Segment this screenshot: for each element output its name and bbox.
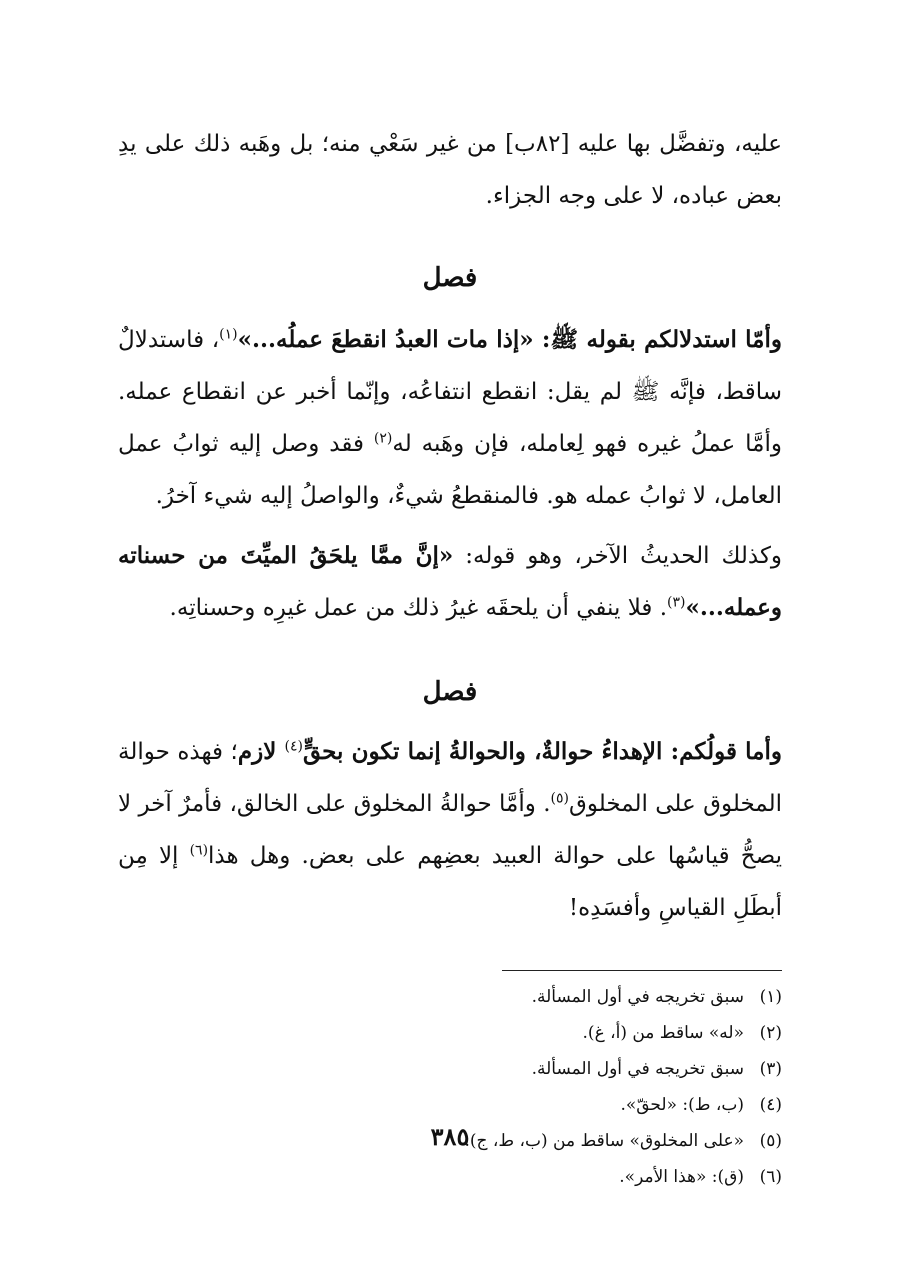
footnote-ref-6[interactable]: (٦) bbox=[189, 842, 209, 859]
footnote-item bbox=[118, 1015, 782, 1051]
footnote-ref-5[interactable]: (٥) bbox=[550, 790, 569, 807]
footnote-item bbox=[118, 1159, 782, 1195]
paragraph-text: إلا مِن أبطَلِ القياسِ وأفسَدِه! bbox=[118, 843, 782, 921]
footnote-ref-3[interactable]: (٣) bbox=[667, 594, 686, 611]
paragraph-text: . وأمَّا حوالةُ المخلوق على الخالق، فأمرٌ آخر لا يصحُّ قياسُها على حوالة العبيد بعضِهم على بعض. وهل هذا bbox=[118, 791, 782, 869]
footnote-text: «على المخلوق» ساقط من (ب، ط، ج). bbox=[464, 1131, 744, 1151]
footnote-ref-4[interactable]: (٤) bbox=[284, 738, 303, 755]
footnote-number: (٥) bbox=[759, 1131, 782, 1151]
paragraph-text: عليه، وتفضَّل بها عليه [٨٢ب] من غير سَعْي منه؛ بل وهَبه ذلك على يدِ بعض عباده، لا على وجه الجزاء. bbox=[118, 131, 782, 209]
footnote-number: (٦) bbox=[759, 1167, 782, 1187]
hadith-quote: «إذا مات العبدُ انقطعَ عملُه...» bbox=[237, 326, 534, 353]
footnotes-list bbox=[118, 979, 782, 1195]
hadith-quote: «إنَّ ممَّا يلحَقُ الميِّتَ من حسناته وعمله...» bbox=[118, 542, 782, 621]
footnote-text: سبق تخريجه في أول المسألة. bbox=[531, 987, 744, 1007]
footnote-number: (٤) bbox=[759, 1095, 782, 1115]
section-heading-2: فصل bbox=[422, 677, 478, 707]
footnote-item bbox=[118, 1087, 782, 1123]
footnote-text: (ب، ط): «لحقّ». bbox=[620, 1095, 744, 1115]
paragraph-lead-cont: لازم bbox=[237, 738, 285, 765]
footnote-number: (٢) bbox=[759, 1023, 782, 1043]
book-page bbox=[118, 118, 782, 1195]
footnote-ref-1[interactable]: (١) bbox=[219, 326, 238, 343]
footnote-ref-2[interactable]: (٢) bbox=[373, 430, 393, 447]
footnote-divider bbox=[502, 970, 782, 971]
footnote-item bbox=[118, 979, 782, 1015]
paragraph-text: فقد وصل إليه ثوابُ عمل العامل، لا ثوابُ عمله هو. فالمنقطعُ شيءٌ، والواصلُ إليه شيء آخرُ. bbox=[118, 431, 782, 509]
footnote-text: سبق تخريجه في أول المسألة. bbox=[531, 1059, 744, 1079]
paragraph-text: ؛ فهذه حوالة المخلوق على المخلوق bbox=[118, 739, 782, 817]
paragraph-continuation bbox=[118, 118, 782, 222]
footnote-number: (١) bbox=[759, 987, 782, 1007]
paragraph-text: . فلا ينفي أن يلحقَه غيرُ ذلك من عمل غيرِه وحسناتِه. bbox=[169, 595, 668, 621]
paragraph-section1-1 bbox=[118, 314, 782, 522]
paragraph-text: ، فاستدلالٌ ساقط، فإنَّه ﷺ لم يقل: انقطع انتفاعُه، وإنّما أخبر عن انقطاع عمله. وأمَّا عملُ غيره فهو لِعامله، فإن وهَبه له bbox=[118, 327, 782, 457]
paragraph-section2-1 bbox=[118, 726, 782, 934]
footnote-text: (ق): «هذا الأمر». bbox=[619, 1167, 744, 1187]
paragraph-lead: وكذلك الحديثُ الآخر، وهو قوله: bbox=[453, 543, 782, 569]
footnote-text: «له» ساقط من (أ، غ). bbox=[582, 1023, 744, 1043]
paragraph-lead: وأمّا استدلالكم بقوله ﷺ: bbox=[533, 326, 782, 353]
page-number: ٣٨٥ bbox=[430, 1122, 470, 1151]
paragraph-section1-2 bbox=[118, 530, 782, 634]
footnote-item bbox=[118, 1051, 782, 1087]
footnote-number: (٣) bbox=[759, 1059, 782, 1079]
section-heading-1: فصل bbox=[422, 263, 478, 293]
paragraph-lead: وأما قولُكم: الإهداءُ حوالةٌ، والحوالةُ إنما تكون بحقٍّ bbox=[302, 738, 782, 765]
